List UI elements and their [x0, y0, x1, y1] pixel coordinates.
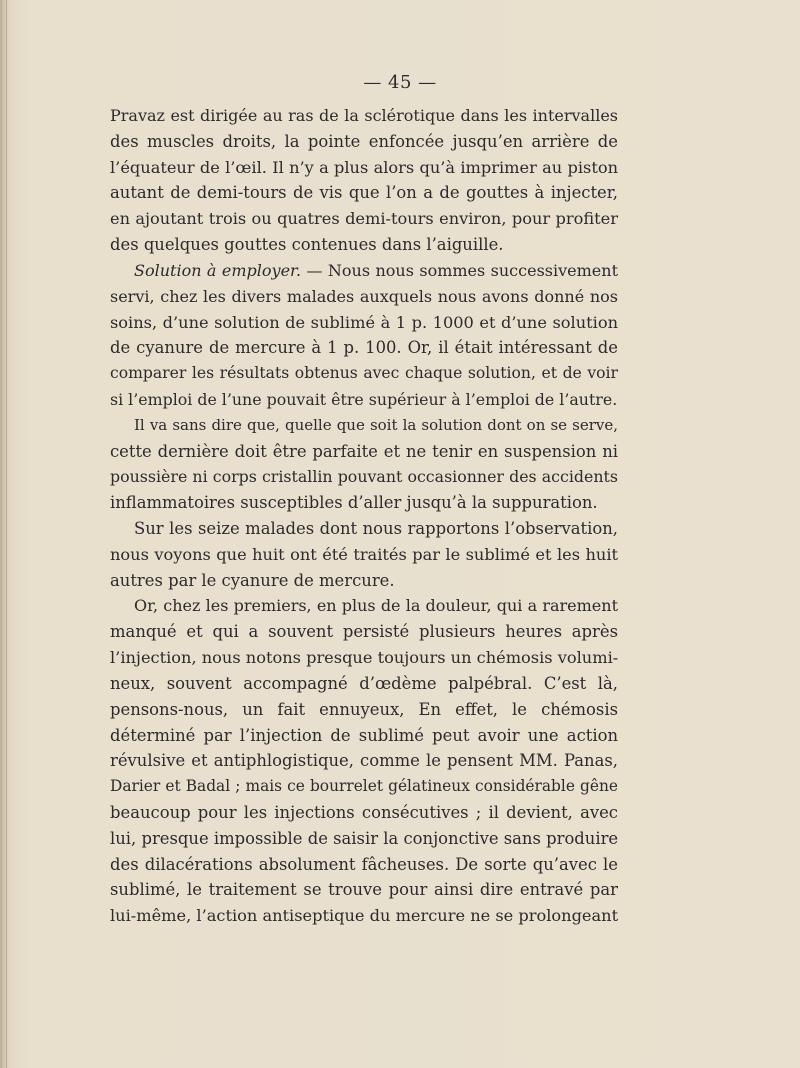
- binding-edge: [6, 0, 7, 1068]
- text-line: [110, 490, 618, 516]
- line-text: lui-même, l’action antiseptique du mercure ne se prolongeant: [110, 906, 619, 926]
- text-line: [110, 645, 618, 671]
- line-text: comparer les résultats obtenus avec chaque solution, et de voir: [110, 364, 618, 383]
- line-text: autres par le cyanure de mercure.: [110, 570, 395, 590]
- line-text: pensons-nous, un fait ennuyeux, En effet, le chémosis: [110, 699, 618, 719]
- text-line: [110, 335, 618, 361]
- text-line: [110, 852, 618, 878]
- text-line: [110, 748, 618, 774]
- text-line: [110, 129, 618, 155]
- line-text: déterminé par l’injection de sublimé peut avoir une action: [110, 725, 618, 745]
- line-text: si l’emploi de l’une pouvait être supérieur à l’emploi de l’autre.: [110, 389, 618, 409]
- line-text: nous voyons que huit ont été traités par le sublimé et les huit: [110, 544, 618, 564]
- line-text: Darier et Badal ; mais ce bourrelet gélatineux considérable gêne: [110, 777, 618, 796]
- line-text: Or, chez les premiers, en plus de la douleur, qui a rarement: [134, 596, 618, 616]
- text-line: [110, 361, 618, 387]
- line-text: en ajoutant trois ou quatres demi-tours environ, pour profiter: [110, 209, 618, 229]
- line-text: des dilacérations absolument fâcheuses. De sorte qu’avec le: [110, 854, 618, 874]
- text-line: [110, 619, 618, 645]
- line-text: soins, d’une solution de sublimé à 1 p. 1000 et d’une solution: [110, 312, 618, 332]
- text-line: [110, 903, 618, 929]
- text-line: [110, 593, 618, 619]
- text-line: [110, 826, 618, 852]
- body-text: [110, 103, 618, 929]
- line-text: Il va sans dire que, quelle que soit la solution dont on se serve,: [134, 415, 618, 434]
- line-text: servi, chez les divers malades auxquels nous avons donné nos: [110, 286, 618, 306]
- text-line: [110, 232, 618, 258]
- line-text: manqué et qui a souvent persisté plusieurs heures après: [110, 622, 618, 642]
- text-line: [110, 180, 618, 206]
- line-text: Sur les seize malades dont nous rapportons l’observation,: [134, 519, 618, 538]
- line-text: cette dernière doit être parfaite et ne tenir en suspension ni: [110, 441, 618, 461]
- text-line: [110, 155, 618, 181]
- text-line: [110, 103, 618, 129]
- line-text: révulsive et antiphlogistique, comme le pensent MM. Panas,: [110, 751, 618, 771]
- text-line: [110, 310, 618, 336]
- page-number: — 45 —: [363, 72, 437, 93]
- text-line: [110, 800, 618, 826]
- text-line: [110, 774, 618, 800]
- text-line: [110, 671, 618, 697]
- line-text: autant de demi-tours de vis que l’on a de gouttes à injecter,: [110, 183, 618, 203]
- text-line: [110, 284, 618, 310]
- line-text: des muscles droits, la pointe enfoncée jusqu’en arrière de: [110, 131, 618, 151]
- text-line: [110, 413, 618, 439]
- line-text: l’équateur de l’œil. Il n’y a plus alors qu’à imprimer au piston: [110, 157, 618, 177]
- line-text: beaucoup pour les injections consécutives ; il devient, avec: [110, 802, 618, 822]
- section-heading: Solution à employer.: [134, 260, 302, 280]
- line-text: neux, souvent accompagné d’œdème palpébral. C’est là,: [110, 673, 618, 693]
- line-text: — Nous nous sommes successivement: [301, 260, 618, 280]
- line-text: Pravaz est dirigée au ras de la sclérotique dans les intervalles: [110, 106, 618, 125]
- line-text: poussière ni corps cristallin pouvant occasionner des accidents: [110, 467, 618, 487]
- line-text: sublimé, le traitement se trouve pour ainsi dire entravé par: [110, 880, 618, 900]
- text-line: [110, 464, 618, 490]
- text-line: [110, 542, 618, 568]
- text-line: [110, 258, 618, 284]
- text-line: [110, 439, 618, 465]
- text-line: [110, 697, 618, 723]
- text-line: [110, 568, 618, 594]
- text-line: [110, 206, 618, 232]
- text-line: [110, 516, 618, 542]
- line-text: de cyanure de mercure à 1 p. 100. Or, il était intéressant de: [110, 338, 618, 358]
- text-line: [110, 723, 618, 749]
- text-line: [110, 387, 618, 413]
- text-line: [110, 877, 618, 903]
- line-text: inflammatoires susceptibles d’aller jusqu’à la suppuration.: [110, 493, 598, 513]
- line-text: l’injection, nous notons presque toujours un chémosis volumi-: [110, 648, 619, 668]
- line-text: des quelques gouttes contenues dans l’aiguille.: [110, 235, 504, 255]
- line-text: lui, presque impossible de saisir la conjonctive sans produire: [110, 828, 619, 848]
